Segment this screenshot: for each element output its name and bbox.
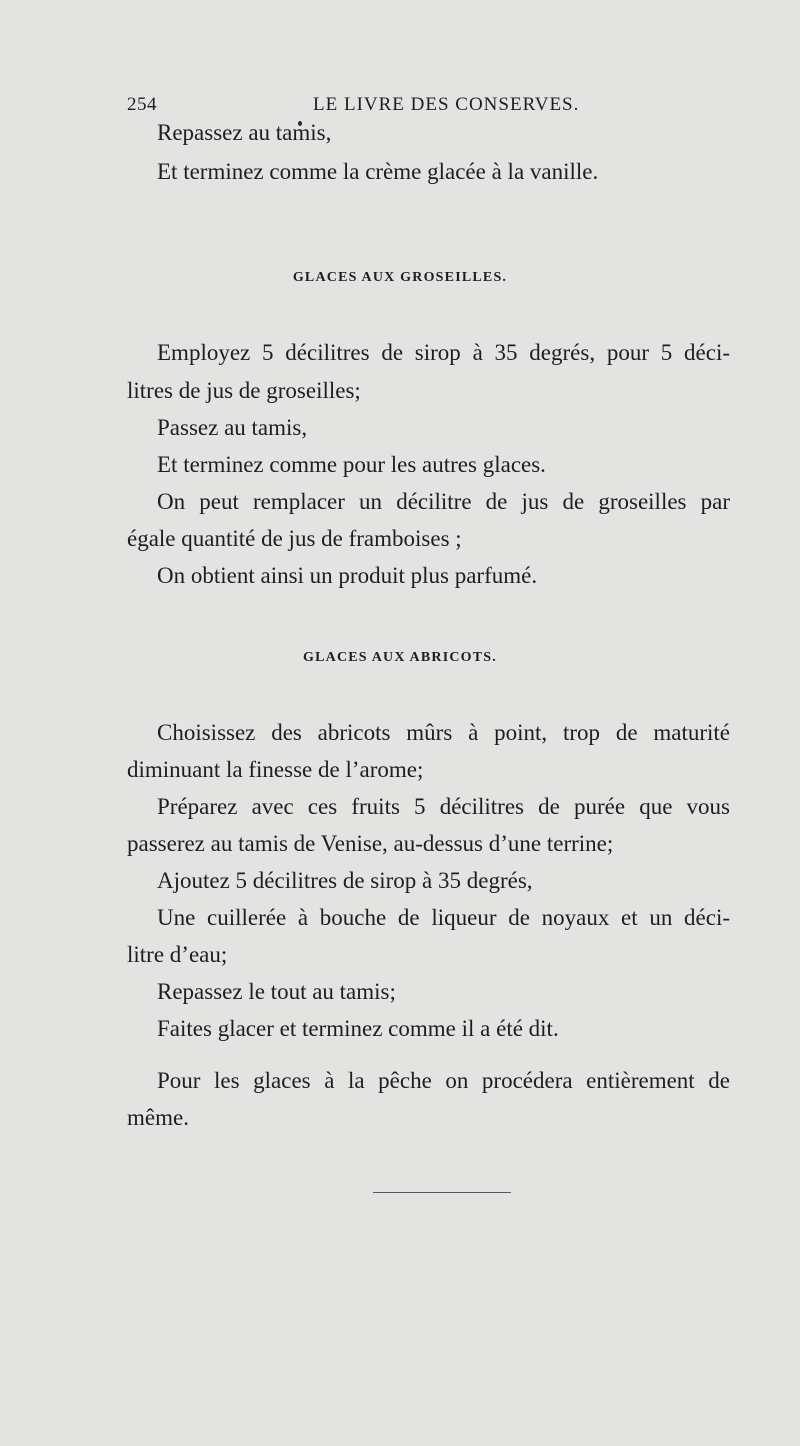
text-line: Repassez au tamis, [157, 120, 332, 145]
text-line: Ajoutez 5 décilitres de sirop à 35 degrés, [157, 868, 533, 893]
text-line: On obtient ainsi un produit plus parfumé. [157, 563, 538, 588]
end-rule [373, 1192, 511, 1193]
text-line: égale quantité de jus de framboises ; [127, 526, 462, 551]
text-line: Repassez le tout au tamis; [157, 979, 396, 1004]
text-line: Et terminez comme pour les autres glaces. [157, 452, 546, 477]
text-line: passerez au tamis de Venise, au-dessus d’une terrine; [127, 831, 614, 856]
text-line: On peut remplacer un décilitre de jus de groseilles par [157, 489, 730, 514]
text-line: Choisissez des abricots mûrs à point, trop de maturité [157, 720, 730, 745]
text-line: Préparez avec ces fruits 5 décilitres de purée que vous [157, 794, 730, 819]
text-line: Employez 5 décilitres de sirop à 35 degrés, pour 5 déci- [157, 340, 730, 365]
text-line: diminuant la finesse de l’arome; [127, 757, 424, 782]
section-heading-abricots: GLACES AUX ABRICOTS. [303, 650, 497, 665]
text-line: Faites glacer et terminez comme il a été dit. [157, 1016, 559, 1041]
running-title: LE LIVRE DES CONSERVES. [313, 94, 580, 115]
page-number: 254 [127, 94, 157, 115]
text-line: Pour les glaces à la pêche on procédera entièrement de [157, 1068, 730, 1093]
text-line: litre d’eau; [127, 942, 228, 967]
text-line: même. [127, 1105, 189, 1130]
section-heading-groseilles: GLACES AUX GROSEILLES. [292, 270, 508, 285]
text-line: Une cuillerée à bouche de liqueur de noyaux et un déci- [157, 905, 730, 930]
text-line: Passez au tamis, [157, 415, 308, 440]
text-line: litres de jus de groseilles; [127, 378, 361, 403]
text-line: Et terminez comme la crème glacée à la vanille. [157, 159, 599, 184]
page-header [127, 94, 730, 118]
